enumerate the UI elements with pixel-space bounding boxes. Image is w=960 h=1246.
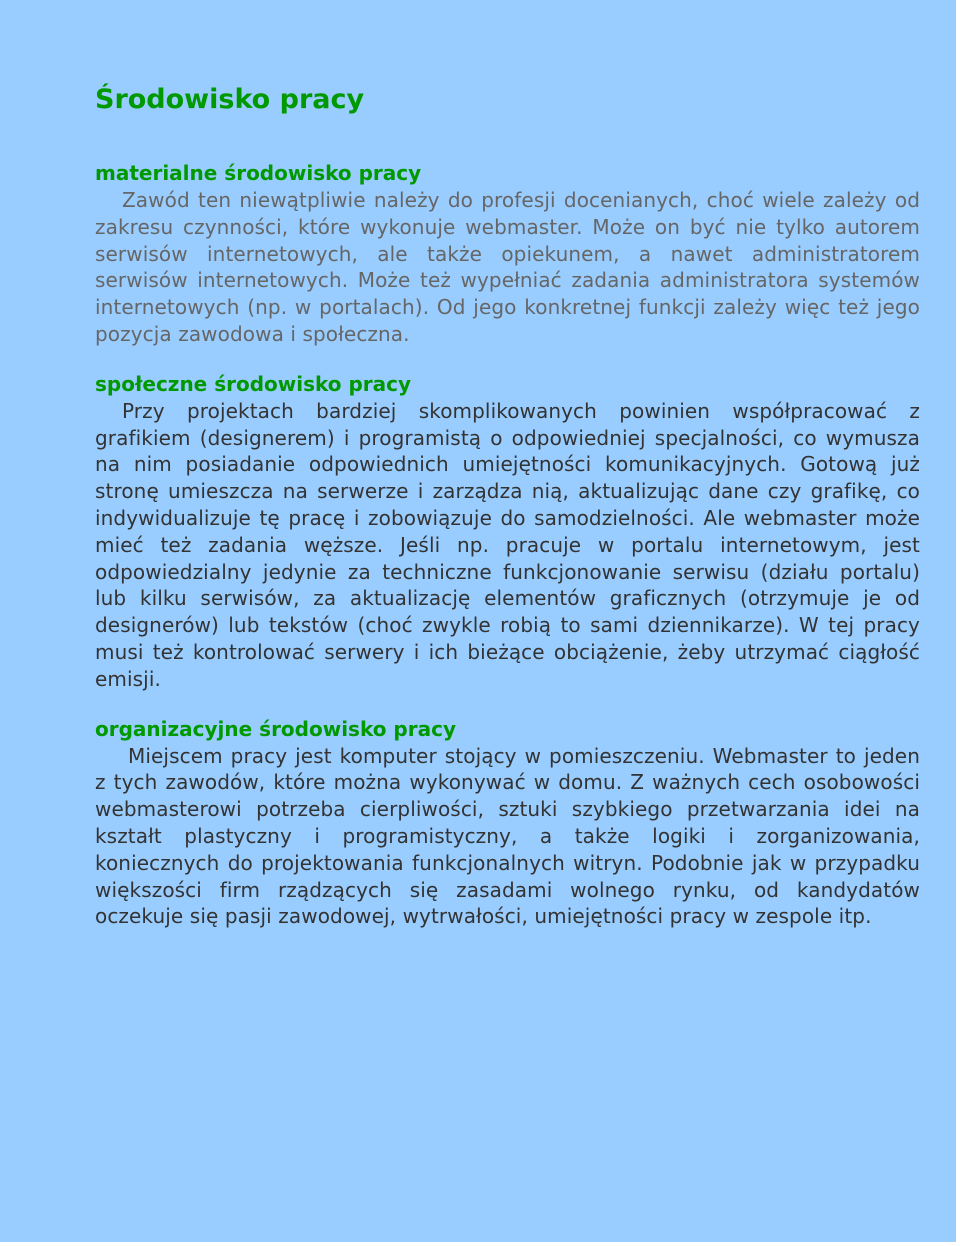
section-heading: organizacyjne środowisko pracy bbox=[95, 716, 456, 741]
section-paragraph: Przy projektach bardziej skomplikowanych powinien współpracować z grafikiem (designerem) i programistą o odpowiedniej specjalności, co wymusza na nim posiadanie odpowiednich umiejętności komunikacyjnych. Gotową już stronę umieszcza na serwerze i zarządza nią, aktualizując dane czy grafikę, co indywidualizuje tę pracę i zobowiązuje do samodzielności. Ale webmaster może mieć też zadania węższe. Jeśli np. pracuje w portalu internetowym, jest odpowiedzialny jedynie za techniczne funkcjonowanie serwisu (działu portalu) lub kilku serwisów, za aktualizację elementów graficznych (otrzymuje je od designerów) lub tekstów (choć zwykle robią to sami dziennikarze). W tej pracy musi też kontrolować serwery i ich bieżące obciążenie, żeby utrzymać ciągłość emisji. bbox=[95, 398, 920, 691]
section-paragraph: Zawód ten niewątpliwie należy do profesji docenianych, choć wiele zależy od zakresu czynności, które wykonuje webmaster. Może on być nie tylko autorem serwisów internetowych, ale także opiekunem, a nawet administratorem serwisów internetowych. Może też wypełniać zadania administratora systemów internetowych (np. w portalach). Od jego konkretnej funkcji zależy więc też jego pozycja zawodowa i społeczna. bbox=[95, 188, 920, 346]
section-heading: społeczne środowisko pracy bbox=[95, 371, 412, 396]
section-social bbox=[95, 371, 920, 693]
document-content bbox=[95, 80, 920, 953]
page-title: Środowisko pracy bbox=[95, 84, 365, 115]
section-material bbox=[95, 160, 920, 348]
section-heading: materialne środowisko pracy bbox=[95, 161, 422, 185]
section-paragraph: Miejscem pracy jest komputer stojący w pomieszczeniu. Webmaster to jeden z tych zawodów, które można wykonywać w domu. Z ważnych cech osobowości webmasterowi potrzeba cierpliwości, sztuki szybkiego przetwarzania idei na kształt plastyczny i programistyczny, a także logiki i zorganizowania, koniecznych do projektowania funkcjonalnych witryn. Podobnie jak w przypadku większości firm rządzących się zasadami wolnego rynku, od kandydatów oczekuje się pasji zawodowej, wytrwałości, umiejętności pracy w zespole itp. bbox=[95, 743, 920, 929]
section-organizational bbox=[95, 716, 920, 931]
